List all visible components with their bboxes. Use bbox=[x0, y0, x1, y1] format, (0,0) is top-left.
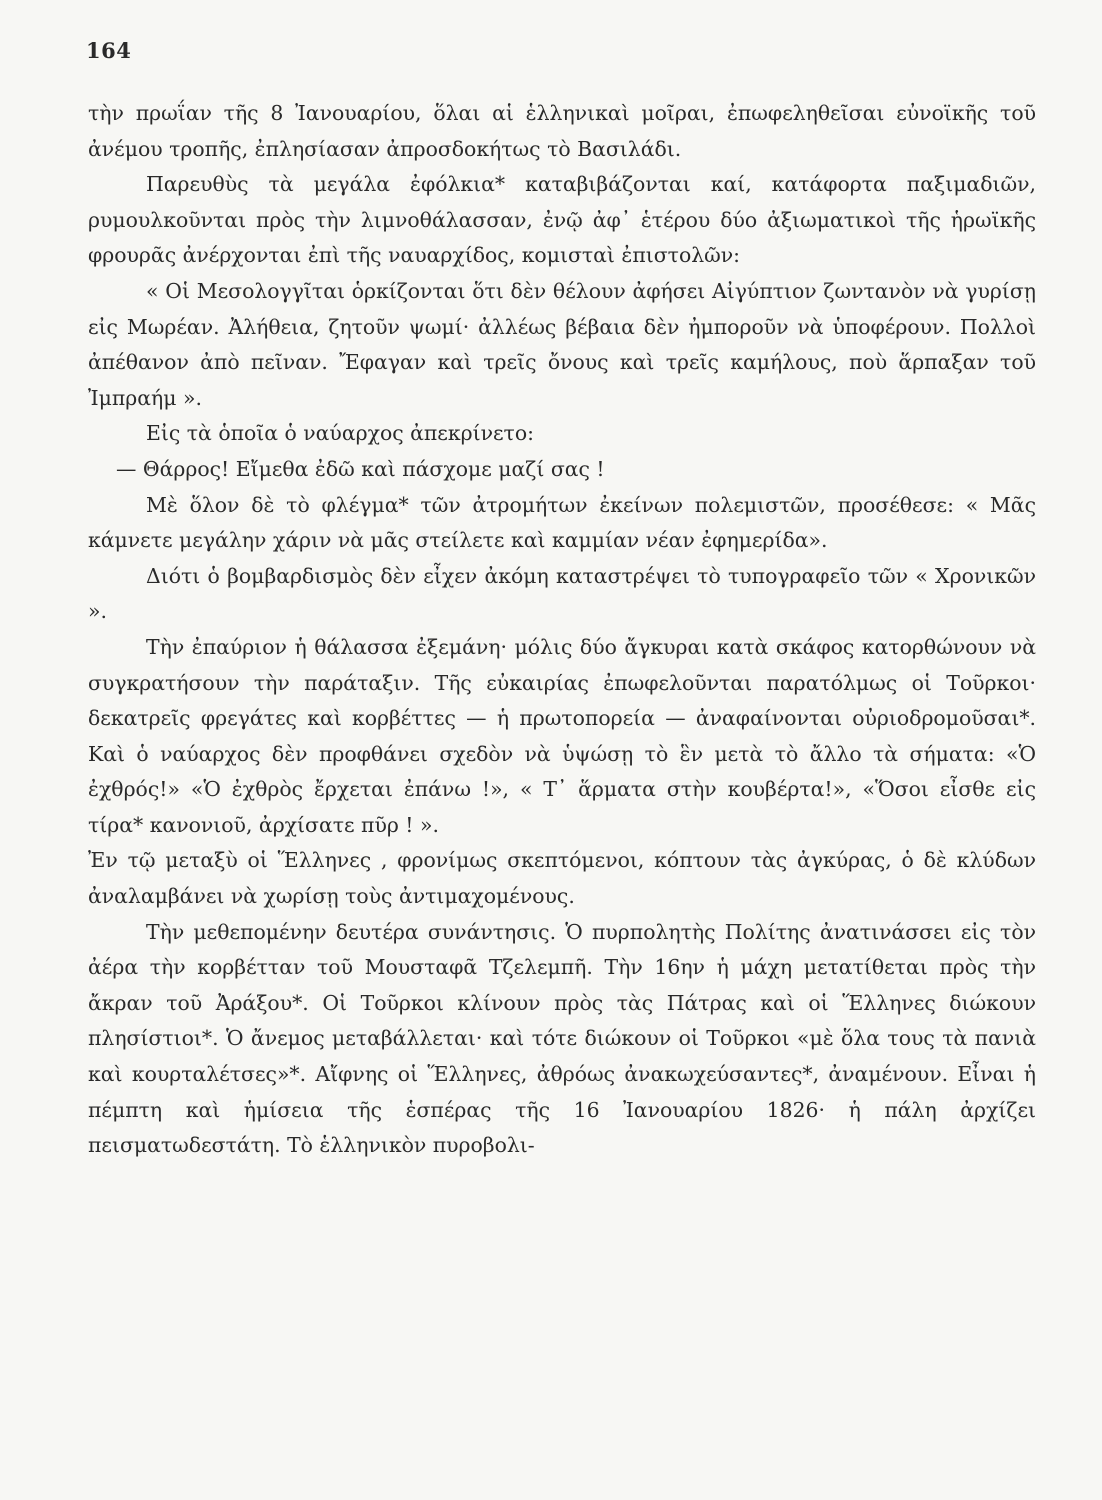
paragraph-7: Διότι ὁ βομβαρδισμὸς δὲν εἶχεν ἀκόμη καταστρέψει τὸ τυπογραφεῖο τῶν « Χρονικῶν ». bbox=[88, 563, 1036, 624]
paragraph-8: Τὴν ἐπαύριον ἡ θάλασσα ἐξεμάνη· μόλις δύο ἄγκυραι κατὰ σκάφος κατορθώνουν νὰ συγκρατήσουν τὴν παράταξιν. Τῆς εὐκαιρίας ἐπωφελοῦνται παρατόλμως οἱ Τοῦρκοι· δεκατρεῖς φρεγάτες καὶ κορβέττες — ἡ πρωτοπορεία — ἀναφαίνονται οὐριοδρομοῦσαι*. Καὶ ὁ ναύαρχος δὲν προφθάνει σχεδὸν νὰ ὑψώσῃ τὸ ἓν μετὰ τὸ ἄλλο τὰ σήματα: «Ὁ ἐχθρός!» «Ὁ ἐχθρὸς ἔρχεται ἐπάνω !», « Τ᾽ ἅρματα στὴν κουβέρτα!», «Ὅσοι εἶσθε εἰς τίρα* κανονιοῦ, ἀρχίσατε πῦρ ! ». bbox=[88, 634, 1036, 837]
body-text bbox=[88, 96, 1036, 1164]
paragraph-2: Παρευθὺς τὰ μεγάλα ἐφόλκια* καταβιβάζονται καί, κατάφορτα παξιμαδιῶν, ρυμουλκοῦνται πρὸς τὴν λιμνοθάλασσαν, ἐνῷ ἀφ᾽ ἑτέρου δύο ἀξιωματικοὶ τῆς ἡρωϊκῆς φρουρᾶς ἀνέρχονται ἐπὶ τῆς ναυαρχίδος, κομισταὶ ἐπιστολῶν: bbox=[88, 172, 1036, 268]
paragraph-10: Τὴν μεθεπομένην δευτέρα συνάντησις. Ὁ πυρπολητὴς Πολίτης ἀνατινάσσει εἰς τὸν ἀέρα τὴν κορβέτταν τοῦ Μουσταφᾶ Τζελεμπῆ. Τὴν 16ην ἡ μάχη μετατίθεται πρὸς τὴν ἄκραν τοῦ Ἀράξου*. Οἱ Τοῦρκοι κλίνουν πρὸς τὰς Πάτρας καὶ οἱ Ἕλληνες διώκουν πλησίστιοι*. Ὁ ἄνεμος μεταβάλλεται· καὶ τότε διώκουν οἱ Τοῦρκοι «μὲ ὅλα τους τὰ πανιὰ καὶ κουρταλέτσες»*. Αἴφνης οἱ Ἕλληνες, ἀθρόως ἀνακωχεύσαντες*, ἀναμένουν. Εἶναι ἡ πέμπτη καὶ ἡμίσεια τῆς ἑσπέρας τῆς 16 Ἰανουαρίου 1826· ἡ πάλη ἀρχίζει πεισματωδεστάτη. Τὸ ἑλληνικὸν πυροβολι- bbox=[88, 919, 1036, 1158]
paragraph-6: Μὲ ὅλον δὲ τὸ φλέγμα* τῶν ἀτρομήτων ἐκείνων πολεμιστῶν, προσέθεσε: « Μᾶς κάμνετε μεγάλην χάριν νὰ μᾶς στείλετε καὶ καμμίαν νέαν ἐφημερίδα». bbox=[88, 492, 1036, 553]
paragraph-3-letter-quote: « Οἱ Μεσολογγῖται ὁρκίζονται ὅτι δὲν θέλουν ἀφήσει Αἰγύπτιον ζωντανὸν νὰ γυρίσῃ εἰς Μωρέαν. Ἀλήθεια, ζητοῦν ψωμί· ἀλλέως βέβαια δὲν ἠμποροῦν νὰ ὑποφέρουν. Πολλοὶ ἀπέθανον ἀπὸ πεῖναν. Ἔφαγαν καὶ τρεῖς ὄνους καὶ τρεῖς καμήλους, ποὺ ἅρπαξαν τοῦ Ἰμπραήμ ». bbox=[88, 278, 1036, 410]
paragraph-9: Ἐν τῷ μεταξὺ οἱ Ἕλληνες , φρονίμως σκεπτόμενοι, κόπτουν τὰς ἀγκύρας, ὁ δὲ κλύδων ἀναλαμβάνει νὰ χωρίσῃ τοὺς ἀντιμαχομένους. bbox=[88, 848, 1036, 909]
paragraph-5-dialogue: — Θάρρος! Εἴμεθα ἐδῶ καὶ πάσχομε μαζί σας ! bbox=[116, 456, 605, 481]
paragraph-1: τὴν πρωΐαν τῆς 8 Ἰανουαρίου, ὅλαι αἱ ἑλληνικαὶ μοῖραι, ἐπωφεληθεῖσαι εὐνοϊκῆς τοῦ ἀνέμου τροπῆς, ἐπλησίασαν ἀπροσδοκήτως τὸ Βασιλάδι. bbox=[88, 101, 1036, 161]
page-number: 164 bbox=[86, 38, 132, 63]
paragraph-4: Εἰς τὰ ὁποῖα ὁ ναύαρχος ἀπεκρίνετο: bbox=[146, 421, 534, 446]
